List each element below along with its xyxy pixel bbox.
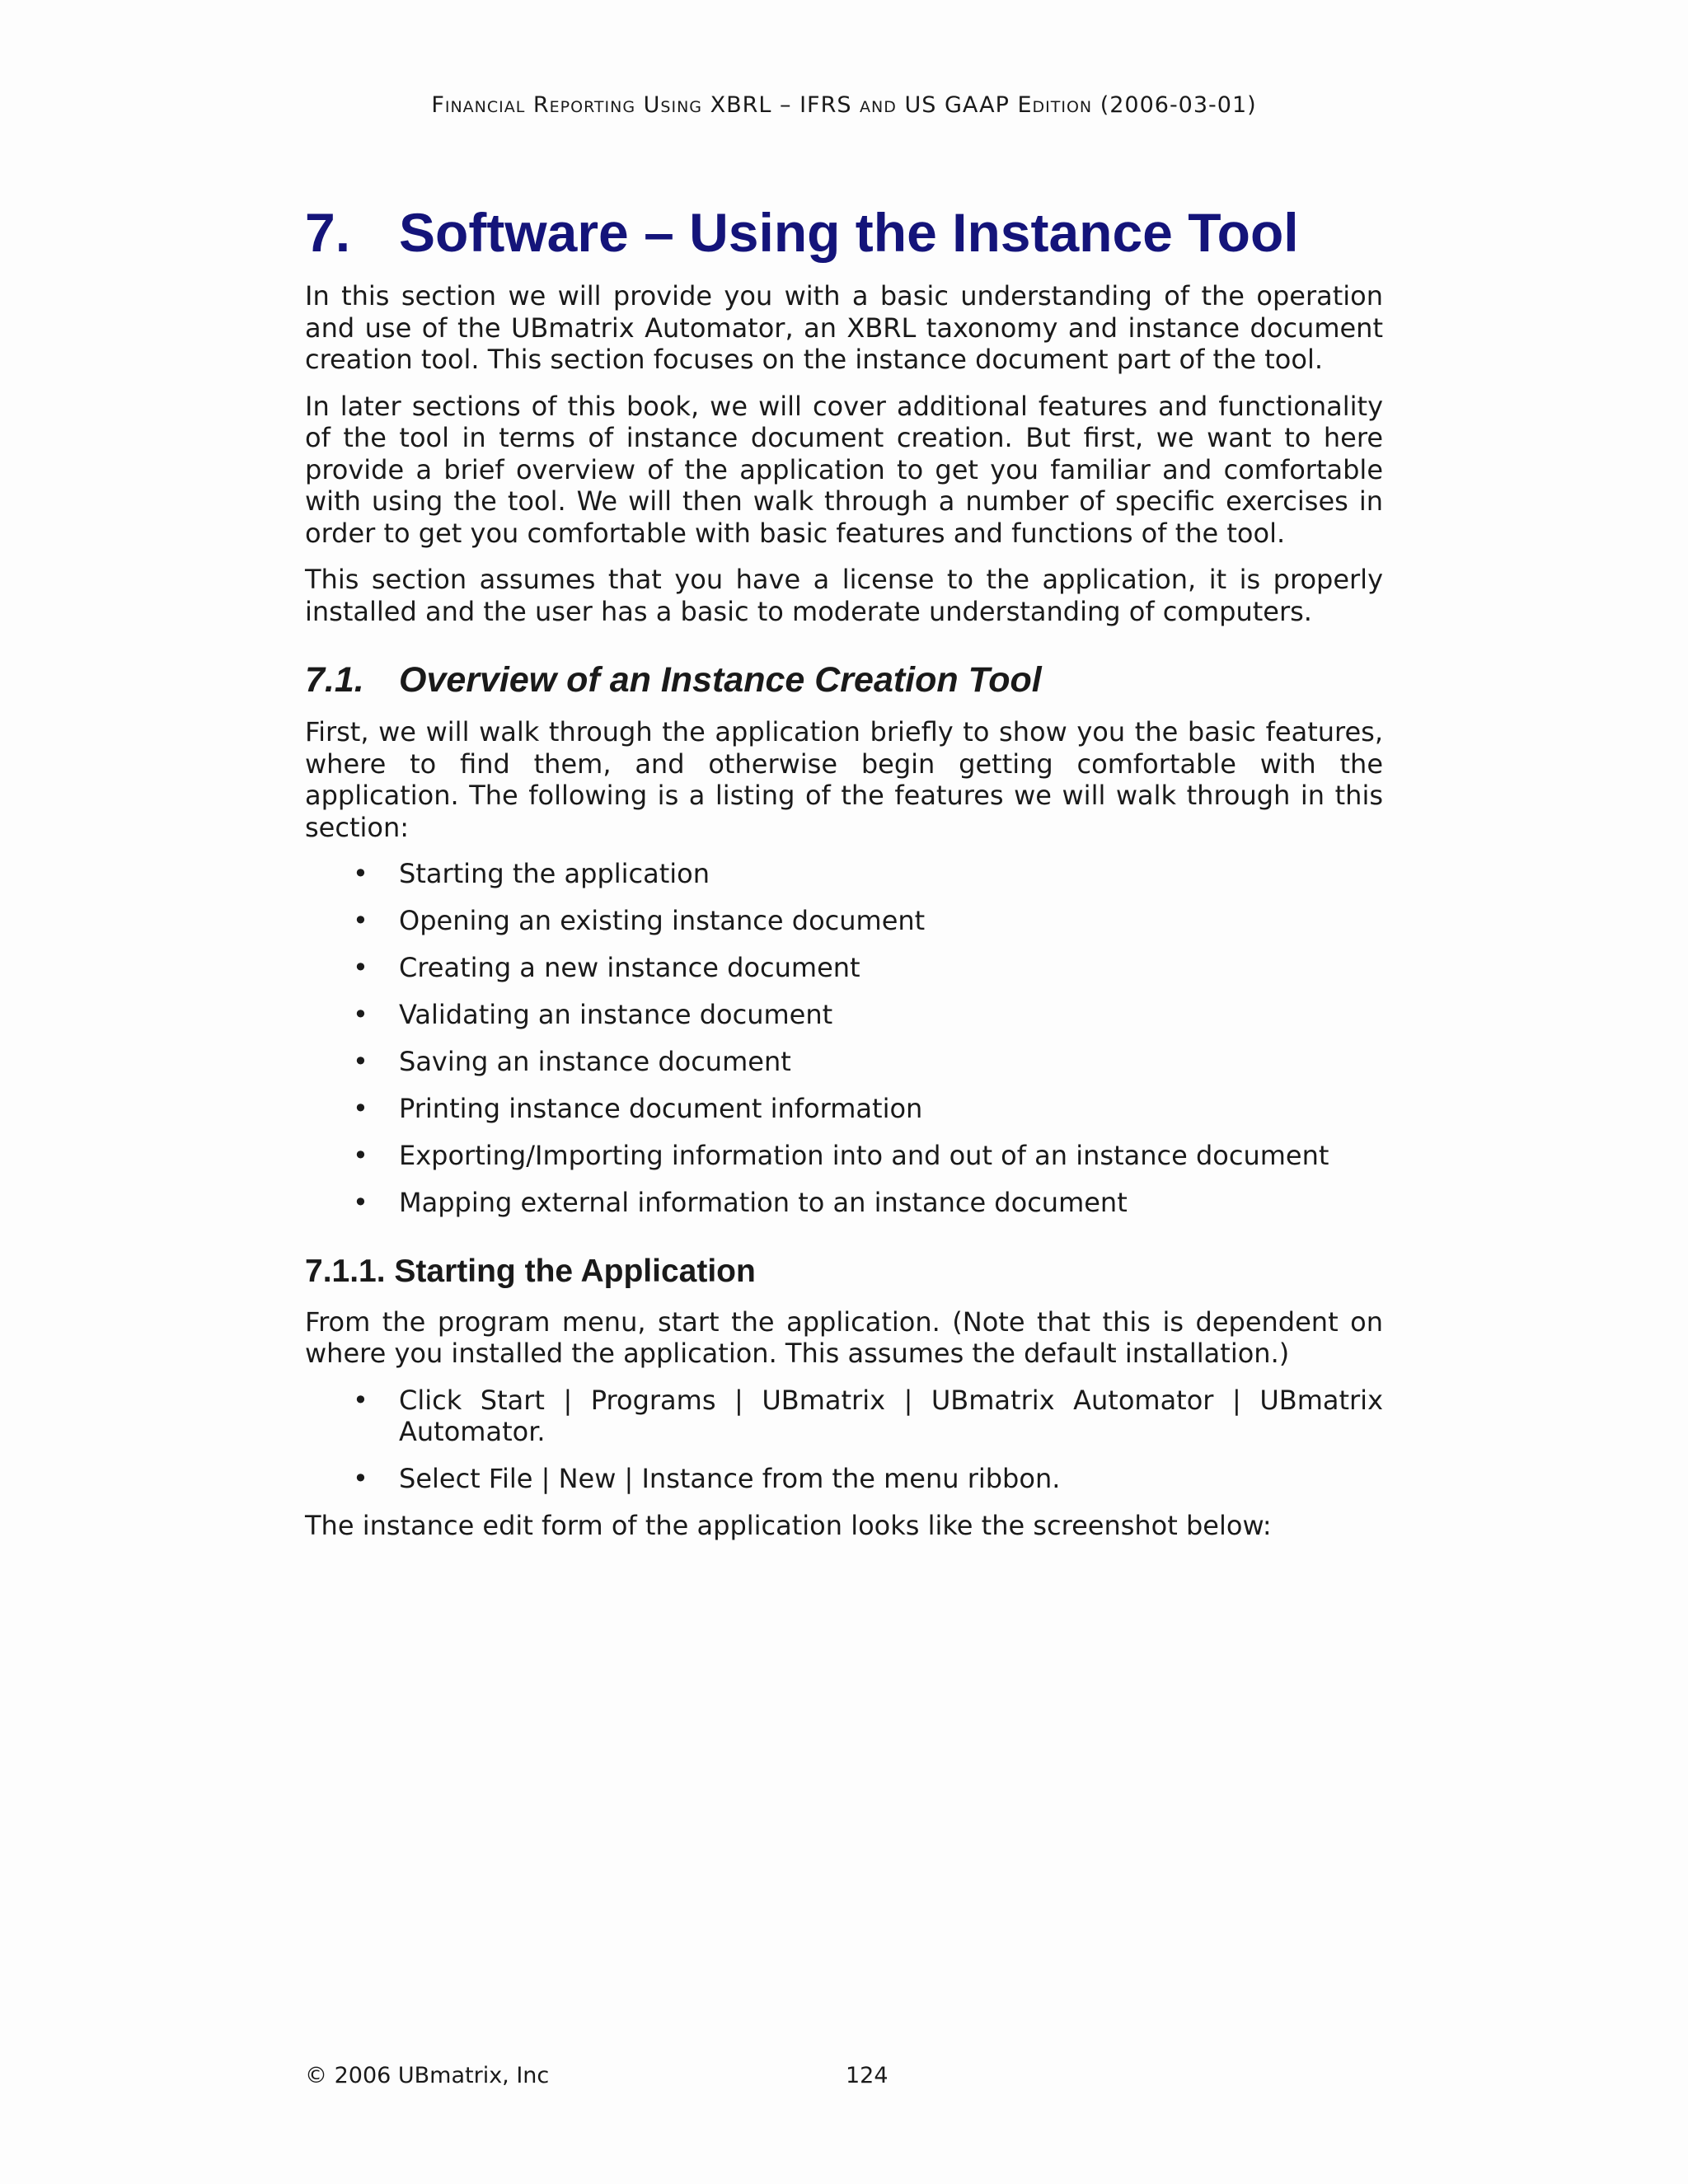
- list-item-text: Click Start | Programs | UBmatrix | UBmatrix Automator | UBmatrix Automator.: [399, 1384, 1383, 1447]
- list-item: [305, 999, 1383, 1031]
- intro-paragraph: In later sections of this book, we will cover additional features and functionality of the tool in terms of instance document creation. But first, we want to here provide a brief overview of the application to get you familiar and comfortable with using the tool. We will then walk through a number of specific exercises in order to get you comfortable with basic features and functions of the tool.: [305, 390, 1383, 549]
- footer-copyright: © 2006 UBmatrix, Inc: [305, 2063, 550, 2088]
- bullet-icon: •: [353, 1384, 368, 1416]
- section-intro-paragraph: First, we will walk through the application briefly to show you the basic features, where to find them, and otherwise begin getting comfortable with the application. The following is a listing of the features we will walk through in this section:: [305, 716, 1383, 843]
- list-item: [305, 1140, 1383, 1172]
- closing-paragraph: The instance edit form of the application looks like the screenshot below:: [305, 1510, 1272, 1541]
- list-item-text: Opening an existing instance document: [399, 905, 926, 936]
- steps-list: [305, 1385, 1383, 1495]
- list-item-text: Exporting/Importing information into and out of an instance document: [399, 1140, 1329, 1171]
- list-item-text: Printing instance document information: [399, 1093, 923, 1124]
- bullet-icon: •: [353, 999, 368, 1030]
- list-item: [305, 1093, 1383, 1125]
- list-item-text: Saving an instance document: [399, 1046, 791, 1077]
- section-number: 7.1.: [305, 660, 364, 700]
- list-item: [305, 1187, 1383, 1219]
- footer-page-number: 124: [846, 2063, 889, 2088]
- subsection-heading: 7.1.1. Starting the Application: [305, 1253, 756, 1289]
- subsection-intro-paragraph: From the program menu, start the application. (Note that this is dependent on where you installed the application. This assumes the default installation.): [305, 1305, 1383, 1369]
- list-item-text: Creating a new instance document: [399, 952, 860, 983]
- section-title: Overview of an Instance Creation Tool: [399, 660, 1042, 700]
- bullet-icon: •: [353, 858, 368, 889]
- bullet-icon: •: [353, 1463, 368, 1494]
- list-item-text: Starting the application: [399, 858, 710, 889]
- list-item: [305, 1385, 1383, 1448]
- list-item: [305, 858, 1383, 890]
- section-heading: [305, 658, 1383, 701]
- chapter-title: Software – Using the Instance Tool: [399, 202, 1299, 263]
- bullet-icon: •: [353, 905, 368, 936]
- list-item-text: Mapping external information to an instance document: [399, 1187, 1128, 1218]
- list-item: [305, 1463, 1383, 1495]
- list-item: [305, 952, 1383, 984]
- list-item-text: Select File | New | Instance from the menu ribbon.: [399, 1463, 1061, 1494]
- chapter-number: 7.: [305, 202, 351, 263]
- list-item: [305, 905, 1383, 937]
- running-header: Financial Reporting Using XBRL – IFRS and US GAAP Edition (2006-03-01): [431, 92, 1257, 118]
- intro-paragraph: This section assumes that you have a license to the application, it is properly installed and the user has a basic to moderate understanding of computers.: [305, 564, 1383, 627]
- intro-paragraph: In this section we will provide you with a basic understanding of the operation and use of the UBmatrix Automator, an XBRL taxonomy and instance document creation tool. This section focuses on the instance document part of the tool.: [305, 280, 1383, 375]
- bullet-icon: •: [353, 1093, 368, 1124]
- bullet-icon: •: [353, 1140, 368, 1171]
- bullet-icon: •: [353, 952, 368, 983]
- feature-list: [305, 858, 1383, 1219]
- page-content: [305, 198, 1383, 1557]
- list-item: [305, 1046, 1383, 1078]
- bullet-icon: •: [353, 1046, 368, 1077]
- chapter-heading: [305, 198, 1383, 267]
- bullet-icon: •: [353, 1187, 368, 1218]
- list-item-text: Validating an instance document: [399, 999, 833, 1030]
